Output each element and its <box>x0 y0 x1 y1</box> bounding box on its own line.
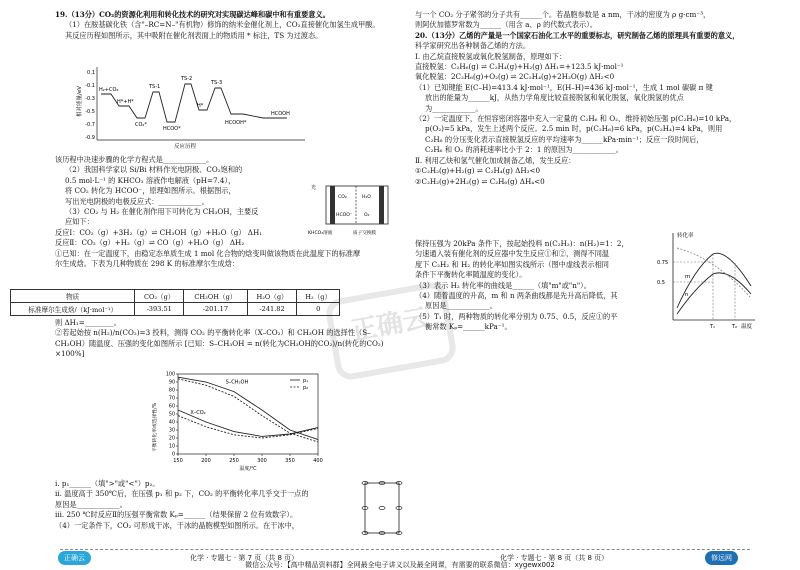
label-h: H* <box>197 103 204 109</box>
y-tick-label: 40 <box>168 420 175 426</box>
y-tick-5: -0.9 <box>85 135 95 141</box>
t2-label: T₂ <box>732 324 738 330</box>
y-tick-label: 0 <box>171 452 175 458</box>
table-header: CO₂（g） <box>135 290 184 303</box>
label-ts2: TS-2 <box>181 76 193 82</box>
left-column-bottom <box>55 479 400 531</box>
q20-p2-b: p(O₂)=5 kPa，发生上述两个反应。2.5 min 时，p(C₂H₆)=6 kPa，p(C₂H₄)=4 kPa，则用 <box>425 124 723 134</box>
q20-p2-c: C₂H₆ 的分压变化表示直接脱氢反应的平均速率为______kPa·min⁻¹；反应一段时间后， <box>425 134 704 144</box>
left-column <box>55 10 400 41</box>
legend-label: p₁ <box>303 377 309 384</box>
cell-solution-label: KHCO₃溶液 <box>308 231 333 236</box>
question-ii-1: ii. 温度高于 350℃后，在压强 p₁ 和 p₂ 下，CO₂ 的平衡转化率几乎交于一点的 <box>55 489 309 499</box>
table-header-row <box>11 290 340 303</box>
reaction-2: 反应Ⅱ：CO₂（g）+H₂（g）⇌ CO（g）+H₂O（g） ΔH₂ <box>55 238 245 248</box>
energy-profile-diagram <box>75 62 315 150</box>
question-iii: iii. 250 ℃时反应Ⅱ的压强平衡常数 Kₚ=______（结果保留 2 位有效数字）。 <box>55 510 298 520</box>
note-3: ②若起始按 n(H₂)/n(CO₂)=3 投料，测得 CO₂ 的平衡转化率（X–CO₂）和 CH₃OH 的选择性（S– <box>55 328 371 338</box>
legend-label: p₂ <box>303 384 309 391</box>
enthalpy-table <box>10 289 340 316</box>
y-tick-3: -0.5 <box>85 109 95 115</box>
chart-ylabel: 平衡转化率或选择性/% <box>153 402 158 452</box>
label-ts3: TS-3 <box>211 80 223 86</box>
q20-p1-c: 为____________。 <box>425 103 483 113</box>
y-tick-4: -0.7 <box>85 122 95 128</box>
table-cell: 0 <box>297 303 340 316</box>
q19-part3-line2: 应如下： <box>65 217 94 227</box>
q20-p3-c: 度下 C₂H₂ 和 H₂ 的转化率如图实线所示（图中虚线表示相同 <box>415 259 609 269</box>
table-row <box>11 303 340 316</box>
rxn-direct: 直接脱氢：C₂H₆(g) ⇌ C₂H₄(g)+H₂(g) ΔH₁=+123.5 kJ·mol⁻¹ <box>415 62 624 72</box>
question-i: i. p₁______（填">"或"<"）p₂。 <box>55 479 160 488</box>
rate-step-question: 该历程中决速步骤的化学方程式是____________。 <box>55 155 214 164</box>
q20-p4-a: （4）随着温度的升高，m 和 n 两条曲线都是先升高后降低，其 <box>415 291 618 301</box>
light-label: 光 <box>311 185 317 191</box>
dry-ice-q-2: 则阿伏加德罗常数为______（用含 a、ρ 的代数式表示）。 <box>415 20 597 30</box>
y-tick-label: 20 <box>168 436 175 442</box>
y-tick-label: 10 <box>168 444 175 450</box>
table-header: H₂（g） <box>297 290 340 303</box>
table-cell: -393.51 <box>135 303 184 316</box>
label-co2star: CO₂* <box>135 122 147 128</box>
question-ii-2: 原因是____________。 <box>55 499 127 509</box>
photoelectrochemical-cell-diagram <box>308 180 400 236</box>
conv-xlabel: 温度 <box>741 324 753 330</box>
q19-part4: （4）一定条件下，CO₂ 可形成干冰，干冰的晶胞模型如图所示。在干冰中， <box>55 520 299 530</box>
q20-p1-b: 放出的能量为______kJ，从热力学角度比较直接脱氢和氧化脱氢，氧化脱氢的优点 <box>425 93 684 103</box>
q19-part2-line3: 将 CO₂ 转化为 HCOO⁻，原理如图所示。根据图示， <box>65 186 236 196</box>
dry-ice-q-1: 与一个 CO₂ 分子紧邻的分子共有______个。若晶胞参数是 a nm，干冰的密度为 ρ g·cm⁻³， <box>415 10 711 19</box>
note-4: CH₃OH）随温度、压强的变化如图所示 [已知：S–CH₃OH = n(转化为CH₃OH的CO₂)/n(转化的CO₂) ×100%] <box>55 338 384 359</box>
conv-y05: 0.5 <box>657 280 665 286</box>
section-1: Ⅰ. 由乙烷直接脱氢或氧化脱氢制备，原理如下： <box>415 51 567 61</box>
energy-xlabel: 反应历程 <box>173 144 197 150</box>
q19-part3-line1: （3）CO₂ 与 H₂ 在催化剂作用下可转化为 CH₃OH，主要反 <box>65 207 259 217</box>
watermark: 正确云 <box>324 280 458 382</box>
q19-part2-line4: 写出光电阴极的电极反应式：____________。 <box>65 196 209 206</box>
x-tick-label: 250 <box>229 458 239 464</box>
question-20-header: 20.（13分）乙烯的产量是一个国家石油化工水平的重要标志，研究制备乙烯的原理具有重要的意义， <box>415 30 740 40</box>
y-tick-label: 50 <box>168 412 175 418</box>
cell-co2: CO₂ <box>338 195 347 200</box>
label-hh: H*+H* <box>117 99 134 105</box>
table-header: 物质 <box>11 290 135 303</box>
curve-m-label: m <box>685 274 691 280</box>
left-page-number: 化学 · 专题七 · 第 7 页（共 8 页） <box>190 554 299 562</box>
q19-part1-line2: 其反应历程如图所示，其中吸附在催化剂表面上的物质用 * 标注，TS 为过渡态。 <box>65 30 323 40</box>
dh1-question: 则 ΔH₁=________。 <box>55 318 121 327</box>
q20-p2-a: （2）一定温度下，在恒容密闭容器中充入一定量的 C₂H₆ 和 O₂，维持初始压强 p(C₂H₆)=10 kPa， <box>415 114 737 124</box>
chart-xlabel: 温度/℃ <box>239 466 257 472</box>
label-ts1: TS-1 <box>149 84 161 90</box>
y-tick-label: 70 <box>168 396 175 402</box>
conv-y075: 0.75 <box>657 260 669 266</box>
y-tick-label: 60 <box>168 404 175 410</box>
cell-o2: O₂ <box>364 213 370 218</box>
x-tick-label: 200 <box>201 458 211 464</box>
x-tick-label: 400 <box>313 458 323 464</box>
x-tick-label: 300 <box>257 458 267 464</box>
curve-n-label: n <box>685 292 689 298</box>
cell-hcoo: HCOO⁻ <box>336 213 353 218</box>
label-hcooh: HCOOH <box>271 111 290 117</box>
note-2: 尔生成焓。下表为几种物质在 298 K 的标准摩尔生成焓： <box>55 259 240 269</box>
y-tick-label: 80 <box>168 388 175 394</box>
q19-part2-line1: （2）我国科学家以 Si/Bi 材料作光电阴极、CO₂饱和的 <box>65 165 243 175</box>
q19-part2-line2: 0.5 mol·L⁻¹ 的 KHCO₃ 溶液作电解液（pH=7.4）， <box>65 175 236 185</box>
q20-p3-d: 条件下平衡转化率随温度的变化）。 <box>415 270 527 280</box>
t1-label: T₁ <box>710 324 716 330</box>
right-page-number: 化学 · 专题七 · 第 8 页（共 8 页） <box>500 554 609 562</box>
conversion-selectivity-chart <box>150 368 325 473</box>
table-row-label: 标准摩尔生成焓/（kJ·mol⁻¹） <box>11 303 135 316</box>
q20-p3-b: 匀速通入装有催化剂的反应器中发生反应①和②，测得不同温 <box>415 249 610 259</box>
cell-h2o: H₂O <box>362 195 371 200</box>
label-h2-co2: H₂+CO₂ <box>99 87 119 93</box>
table-cell: -201.17 <box>184 303 248 316</box>
q20-p1-a: （1）已知键能 E(C–H)=413.4 kJ·mol⁻¹，E(H–H)=436 kJ·mol⁻¹，生成 1 mol 碳碳 π 键 <box>415 82 713 92</box>
q20-p3-e: （3）表示 H₂ 转化率的曲线是______（填"m"或"n"）。 <box>415 280 591 290</box>
y-tick-label: 90 <box>168 380 175 386</box>
reaction-1: 反应Ⅰ：CO₂（g）+3H₂（g）⇌ CH₃OH（g）+H₂O（g） ΔH₁ <box>55 227 263 237</box>
table-header: CH₃OH（g） <box>184 290 248 303</box>
table-cell: -241.82 <box>247 303 297 316</box>
y-tick-1: -0.1 <box>85 83 95 89</box>
q19-part1-line1: （1）在胺基碳化铁（含"–RC=N–"有机物）修饰的纳米金催化剂上，CO₂直接催化加氢生成甲酸。 <box>65 20 380 30</box>
q20-p5-a: （5）T₁ 时，两种物质的转化率分别为 0.75、0.5，反应①的平 <box>415 311 618 321</box>
question-19-header: 19.（13分）CO₂的资源化利用和转化技术的研究对实现碳达峰和碳中和有重要意义。 <box>55 10 330 19</box>
rxn-2: ②C₂H₂(g)+2H₂(g) ⇌ C₂H₆(g) ΔH₄<0 <box>415 176 545 186</box>
note-1: ①已知：在一定温度下，由稳定态单质生成 1 mol 化合物的焓变叫做该物质在此温度下的标准摩 <box>55 248 361 258</box>
rxn-oxidative: 氧化脱氢：2C₂H₆(g)+O₂(g) ⇌ 2C₂H₄(g)+2H₂O(g) ΔH₂<0 <box>415 72 615 82</box>
annotation-x-co2: X–CO₂ <box>190 410 206 416</box>
q20-p4-b: 原因是____________。 <box>425 301 497 311</box>
q20-p5-b: 衡常数 Kₚ=______kPa⁻¹。 <box>425 322 512 332</box>
table-header: H₂O（g） <box>247 290 297 303</box>
q20-p3-a: 保持压强为 20kPa 条件下，按起始投料 n(C₂H₂)：n(H₂)=1：2， <box>415 239 629 248</box>
footer-notice: 微信公众号：【高中精品资料群】全网最全电子讲义以及最全网课，有需要的联系微信：xygewx002 <box>245 561 555 569</box>
right-column <box>415 10 760 187</box>
y-tick-label: 100 <box>165 372 175 378</box>
cell-membrane-label: 质子交换膜 <box>353 231 376 236</box>
q20-p2-d: C₂H₆ 和 O₂ 的消耗速率比小于 2：1 的原因为____________。 <box>425 145 623 155</box>
energy-ylabel: 相对能量/eV <box>77 86 83 117</box>
left-column-lower <box>55 318 400 360</box>
y-tick-label: 30 <box>168 428 175 434</box>
page-footer <box>0 545 800 569</box>
conv-ylabel: 转化率 <box>677 233 694 239</box>
annotation-s-ch3oh: S–CH₃OH <box>225 379 249 386</box>
x-tick-label: 150 <box>173 458 183 464</box>
q20-line2: 科学家研究出各种制备乙烯的方法。 <box>415 41 531 51</box>
label-hcooh-star: HCOOH* <box>225 120 247 126</box>
y-tick-0: 0.1 <box>87 70 95 76</box>
label-hcoo: HCOO* <box>163 126 181 132</box>
right-column-lower <box>415 239 650 333</box>
rxn-1: ①C₂H₂(g)+H₂(g) ⇌ C₂H₄(g) ΔH₃<0 <box>415 166 541 176</box>
right-logo: 修远网 <box>705 551 738 565</box>
x-tick-label: 350 <box>285 458 295 464</box>
conversion-temperature-chart <box>655 228 760 338</box>
y-tick-2: -0.3 <box>85 96 95 102</box>
left-logo: 正确云 <box>58 551 91 565</box>
section-2: Ⅱ. 利用乙炔和氢气催化加成制备乙烯，发生反应： <box>415 155 576 165</box>
